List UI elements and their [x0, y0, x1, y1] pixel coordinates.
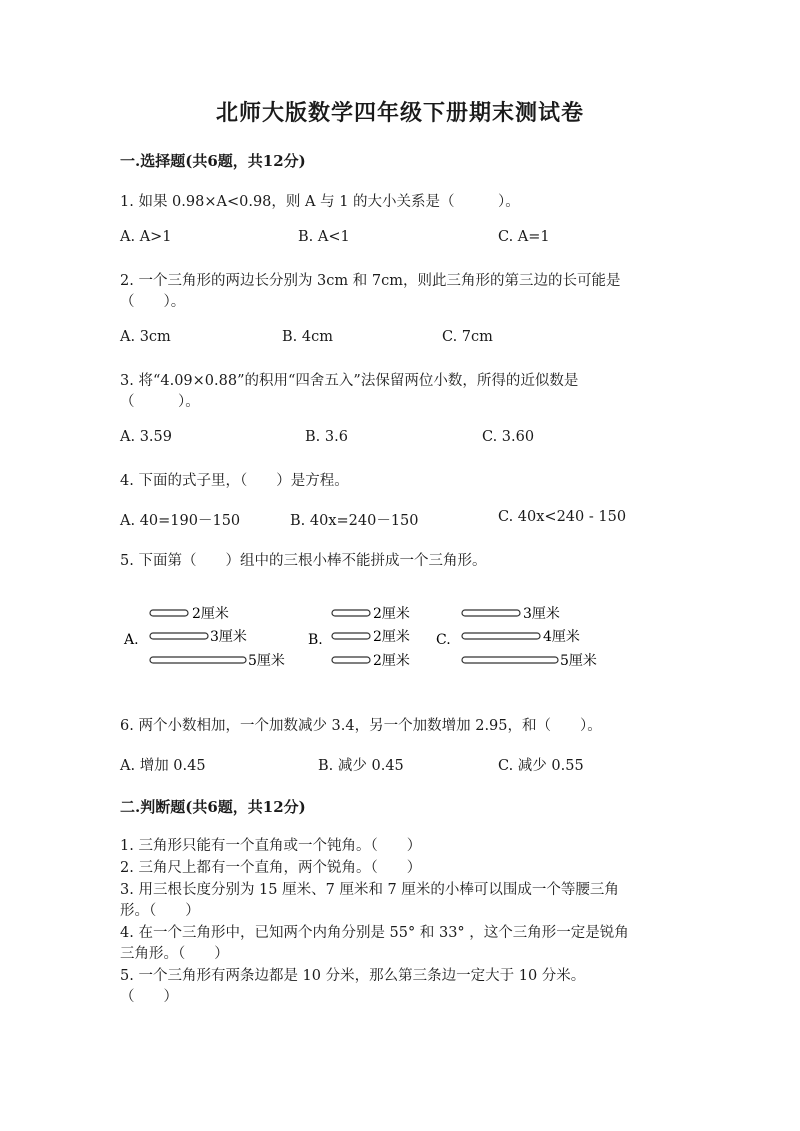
q3-option-b: B. 3.6: [305, 429, 348, 445]
section-2-heading: 二.判断题(共6题，共12分): [120, 798, 306, 816]
judge-item-5-line-1: 5. 一个三角形有两条边都是 10 分米，那么第三条边一定大于 10 分米。: [120, 968, 586, 984]
stick-b-2-label: 2厘米: [373, 629, 410, 645]
sticks-figure: [120, 598, 640, 678]
question-6: 6. 两个小数相加，一个加数减少 3.4，另一个加数增加 2.95，和（ ）。: [120, 718, 602, 734]
stick-b-1: [332, 610, 370, 616]
q2-option-b: B. 4cm: [282, 329, 333, 345]
stick-a-3-label: 5厘米: [248, 653, 285, 669]
stick-b-2: [332, 633, 370, 639]
q2-option-c: C. 7cm: [442, 329, 493, 345]
judge-item-2: 2. 三角尺上都有一个直角，两个锐角。（ ）: [120, 860, 422, 876]
q4-option-a: A. 40=190－150: [120, 513, 241, 529]
question-2-line-1: 2. 一个三角形的两边长分别为 3cm 和 7cm，则此三角形的第三边的长可能是: [120, 273, 621, 289]
stick-c-3-label: 5厘米: [560, 653, 597, 669]
question-3-line-1: 3. 将“4.09×0.88”的积用“四舍五入”法保留两位小数，所得的近似数是: [120, 373, 579, 389]
q4-option-b: B. 40x=240－150: [290, 513, 419, 529]
judge-item-4-line-2: 三角形。（ ）: [120, 946, 229, 962]
group-a-label: A.: [124, 632, 139, 648]
q6-option-c: C. 减少 0.55: [498, 758, 584, 774]
q1-option-a: A. A>1: [120, 229, 172, 245]
stick-c-1: [462, 610, 520, 616]
q4-option-c: C. 40x<240 - 150: [498, 509, 627, 525]
page-title: 北师大版数学四年级下册期末测试卷: [215, 100, 584, 126]
question-5: 5. 下面第（ ）组中的三根小棒不能拼成一个三角形。: [120, 553, 487, 569]
judge-item-1: 1. 三角形只能有一个直角或一个钝角。（ ）: [120, 838, 422, 854]
q3-option-a: A. 3.59: [120, 429, 172, 445]
question-2-line-2: （ ）。: [120, 294, 186, 310]
judge-item-5-line-2: （ ）: [120, 989, 178, 1005]
stick-a-2-label: 3厘米: [210, 629, 247, 645]
stick-b-3-label: 2厘米: [373, 653, 410, 669]
stick-a-1: [150, 610, 188, 616]
stick-c-2: [462, 633, 540, 639]
judge-item-4-line-1: 4. 在一个三角形中，已知两个内角分别是 55° 和 33° ，这个三角形一定是锐角: [120, 925, 629, 941]
judge-item-3-line-2: 形。（ ）: [120, 903, 200, 919]
judge-item-3-line-1: 3. 用三根长度分别为 15 厘米、7 厘米和 7 厘米的小棒可以围成一个等腰三角: [120, 882, 619, 898]
stick-b-1-label: 2厘米: [373, 606, 410, 622]
q6-option-b: B. 减少 0.45: [318, 758, 404, 774]
stick-a-3: [150, 657, 246, 663]
stick-c-1-label: 3厘米: [523, 606, 560, 622]
group-b-label: B.: [308, 632, 323, 648]
stick-a-1-label: 2厘米: [192, 606, 229, 622]
question-4: 4. 下面的式子里，（ ）是方程。: [120, 473, 349, 489]
q6-option-a: A. 增加 0.45: [120, 758, 206, 774]
stick-b-3: [332, 657, 370, 663]
stick-c-3: [462, 657, 558, 663]
q2-option-a: A. 3cm: [120, 329, 171, 345]
stick-a-2: [150, 633, 208, 639]
section-1-heading: 一.选择题(共6题，共12分): [120, 152, 306, 170]
question-3-line-2: （ ）。: [120, 394, 200, 410]
q1-option-b: B. A<1: [298, 229, 350, 245]
question-1: 1. 如果 0.98×A<0.98，则 A 与 1 的大小关系是（ ）。: [120, 194, 520, 210]
q1-option-c: C. A=1: [498, 229, 550, 245]
group-c-label: C.: [436, 632, 451, 648]
q3-option-c: C. 3.60: [482, 429, 535, 445]
stick-c-2-label: 4厘米: [543, 629, 580, 645]
